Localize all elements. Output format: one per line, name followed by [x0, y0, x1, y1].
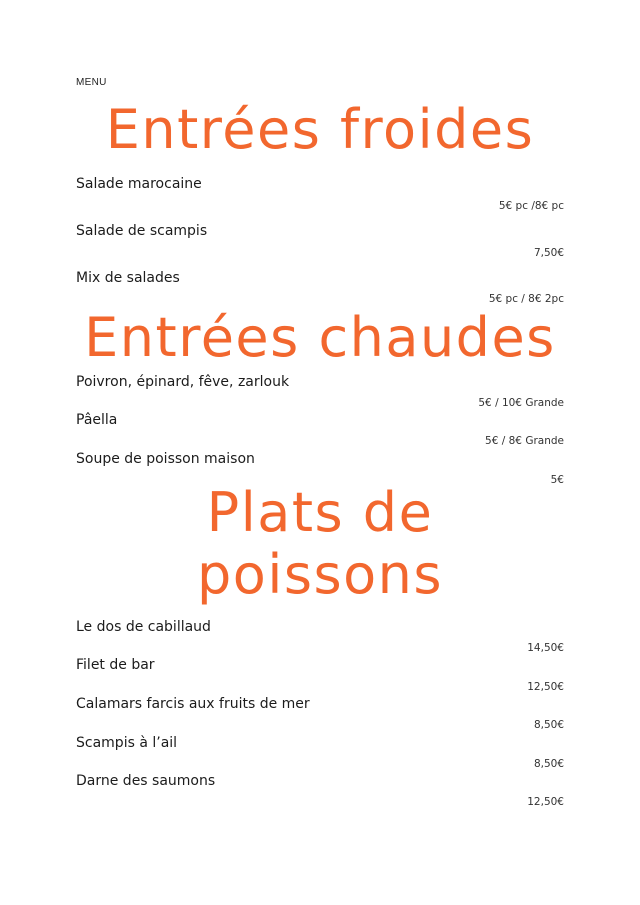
menu-item-price: 5€ / 8€ Grande: [485, 435, 564, 447]
menu-item-price: 8,50€: [533, 758, 564, 770]
menu-item-price: 8,50€: [533, 719, 564, 731]
menu-item-name: Pâella: [76, 412, 118, 428]
menu-item-name: Darne des saumons: [76, 773, 216, 789]
menu-item-price: 7,50€: [533, 247, 564, 259]
menu-item-name: Poivron, épinard, fêve, zarlouk: [76, 374, 290, 390]
menu-item-name: Le dos de cabillaud: [76, 619, 211, 635]
menu-item-price: 5€ pc / 8€ 2pc: [488, 293, 564, 305]
menu-item-price: 14,50€: [527, 642, 564, 654]
menu-item-name: Calamars farcis aux fruits de mer: [76, 696, 310, 712]
section-title-entrees-froides: Entrées froides: [105, 98, 535, 161]
section-title-plats-de-poissons: [0, 482, 640, 606]
menu-item-price: 5€ / 10€ Grande: [478, 397, 564, 409]
menu-item-name: Filet de bar: [76, 657, 155, 673]
section-title-line: poissons: [197, 543, 443, 606]
menu-item-name: Salade de scampis: [76, 223, 208, 239]
menu-item-price: 12,50€: [527, 796, 564, 808]
menu-item-name: Salade marocaine: [76, 176, 202, 192]
menu-item-price: 5€: [550, 474, 564, 486]
section-title-entrees-chaudes: Entrées chaudes: [84, 306, 556, 369]
menu-item-price: 5€ pc /8€ pc: [498, 200, 564, 212]
menu-item-price: 12,50€: [527, 681, 564, 693]
menu-label: MENU: [76, 77, 107, 88]
menu-item-name: Soupe de poisson maison: [76, 451, 255, 467]
menu-item-name: Scampis à l’ail: [76, 735, 178, 751]
menu-item-name: Mix de salades: [76, 270, 180, 286]
section-title-line: Plats de: [206, 481, 434, 544]
